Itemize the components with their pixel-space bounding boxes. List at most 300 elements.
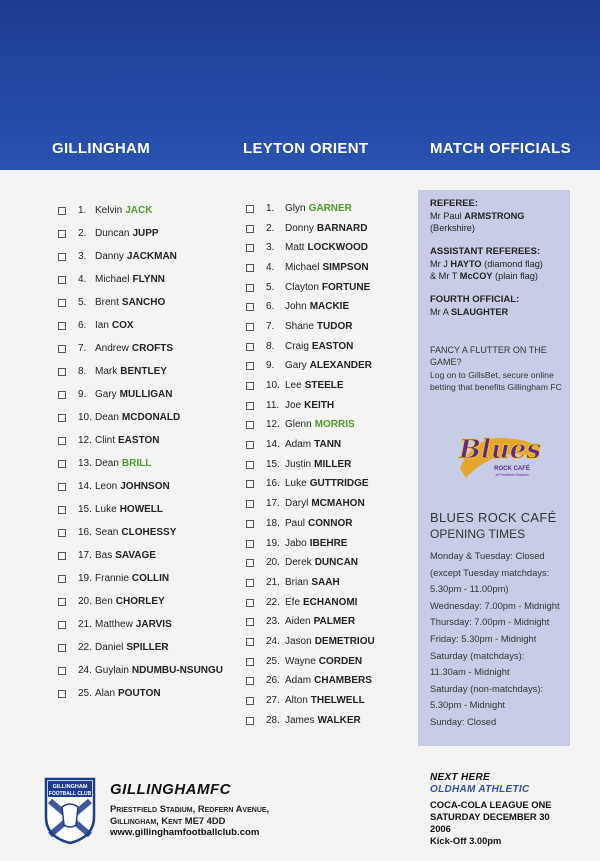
leyton-player-row <box>246 199 375 219</box>
player-first-name: Wayne <box>285 655 316 667</box>
player-first-name: John <box>285 301 307 313</box>
player-checkbox[interactable] <box>58 345 66 353</box>
player-last-name: PALMER <box>313 616 356 628</box>
player-last-name: TUDOR <box>316 320 353 332</box>
leyton-player-row <box>246 514 375 534</box>
player-first-name: Danny <box>95 250 124 262</box>
assistant-1-suffix: (diamond flag) <box>484 259 543 269</box>
gillingham-player-row <box>58 475 223 498</box>
gillingham-player-row <box>58 544 223 567</box>
opening-time-line: Wednesday: 7.00pm - Midnight <box>430 599 560 611</box>
leyton-player-row <box>246 278 375 298</box>
player-checkbox[interactable] <box>246 421 254 429</box>
player-last-name: IBEHRE <box>309 537 348 549</box>
player-last-name: COX <box>111 319 134 331</box>
player-number: 17. <box>78 549 92 561</box>
player-first-name: Alton <box>285 695 308 707</box>
leyton-player-row <box>246 317 375 337</box>
player-checkbox[interactable] <box>246 658 254 666</box>
player-checkbox[interactable] <box>58 483 66 491</box>
player-number: 6. <box>78 319 87 331</box>
player-first-name: Glenn <box>285 419 312 431</box>
player-last-name: THELWELL <box>310 695 365 707</box>
player-last-name: MILLER <box>314 458 352 470</box>
player-checkbox[interactable] <box>58 506 66 514</box>
player-last-name: SPILLER <box>126 642 169 654</box>
opening-time-line: 5.30pm - 11.00pm) <box>430 583 509 595</box>
assistant-referee-2 <box>430 270 568 282</box>
player-checkbox[interactable] <box>246 480 254 488</box>
player-first-name: Michael <box>285 261 320 273</box>
player-number: 17. <box>266 498 280 510</box>
player-last-name: DUNCAN <box>314 557 359 569</box>
player-checkbox[interactable] <box>58 575 66 583</box>
player-last-name: JOHNSON <box>120 480 170 492</box>
player-checkbox[interactable] <box>58 529 66 537</box>
gillsbet-promo <box>430 345 566 393</box>
player-last-name: NDUMBU-NSUNGU <box>131 665 224 677</box>
player-checkbox[interactable] <box>246 717 254 725</box>
gillingham-heading: GILLINGHAM <box>52 140 150 157</box>
next-here-heading: NEXT HERE <box>430 772 490 783</box>
player-first-name: Joe <box>285 399 302 411</box>
opening-time-line: Friday: 5.30pm - Midnight <box>430 632 537 644</box>
player-number: 9. <box>78 388 87 400</box>
player-first-name: Matthew <box>95 619 133 631</box>
player-last-name: CONNOR <box>308 517 353 529</box>
gillingham-player-row <box>58 406 223 429</box>
player-checkbox[interactable] <box>58 253 66 261</box>
player-number: 22. <box>266 596 280 608</box>
player-checkbox[interactable] <box>246 697 254 705</box>
player-number: 14. <box>78 480 92 492</box>
player-number: 2. <box>266 222 275 234</box>
player-last-name: MULLIGAN <box>119 388 173 400</box>
leyton-player-row <box>246 357 375 377</box>
assistant-referee-1 <box>430 258 568 270</box>
club-crest-icon <box>44 777 96 845</box>
player-last-name: BENTLEY <box>120 365 167 377</box>
player-last-name: WALKER <box>317 714 361 726</box>
player-checkbox[interactable] <box>246 382 254 390</box>
fourth-official-name: SLAUGHTER <box>450 307 509 317</box>
opening-time-line: Monday & Tuesday: Closed <box>430 550 545 561</box>
player-number: 14. <box>266 439 280 451</box>
player-checkbox[interactable] <box>58 437 66 445</box>
opening-time-line: (except Tuesday matchdays: <box>430 566 550 578</box>
player-checkbox[interactable] <box>58 460 66 468</box>
match-officials-heading: MATCH OFFICIALS <box>430 140 571 157</box>
player-first-name: Shane <box>285 320 314 332</box>
opening-times-panel <box>430 509 568 731</box>
player-first-name: Glyn <box>285 202 306 214</box>
player-number: 12. <box>78 434 92 446</box>
player-last-name: BARNARD <box>316 222 368 234</box>
player-first-name: Michael <box>95 273 130 285</box>
player-first-name: Paul <box>285 517 306 529</box>
player-first-name: Matt <box>285 242 305 254</box>
fourth-official-prefix: Mr A <box>430 307 449 317</box>
gillingham-player-row <box>58 683 223 706</box>
player-checkbox[interactable] <box>246 205 254 213</box>
assistant-1-prefix: Mr J <box>430 259 448 269</box>
player-checkbox[interactable] <box>246 362 254 370</box>
opening-time-line: Thursday: 7.00pm - Midnight <box>430 616 550 628</box>
player-first-name: Gary <box>95 388 117 400</box>
club-website-link[interactable]: www.gillinghamfootballclub.com <box>110 827 260 838</box>
player-checkbox[interactable] <box>246 559 254 567</box>
gillingham-player-row <box>58 314 223 337</box>
leyton-player-row <box>246 534 375 554</box>
gillingham-player-row <box>58 452 223 475</box>
player-first-name: Craig <box>285 340 309 352</box>
player-first-name: Jason <box>285 635 312 647</box>
crest-line-2: FOOTBALL CLUB <box>48 791 92 797</box>
leyton-player-row <box>246 337 375 357</box>
player-checkbox[interactable] <box>58 230 66 238</box>
player-last-name: FLYNN <box>132 273 165 285</box>
opening-time-line: Saturday (matchdays): <box>430 649 525 661</box>
player-last-name: HOWELL <box>119 503 164 515</box>
player-checkbox[interactable] <box>246 323 254 331</box>
player-first-name: Leon <box>95 480 118 492</box>
player-number: 15. <box>78 503 92 515</box>
player-checkbox[interactable] <box>246 599 254 607</box>
player-number: 12. <box>266 419 280 431</box>
assistant-2-prefix: & Mr T <box>430 271 458 281</box>
player-first-name: Brian <box>285 576 309 588</box>
leyton-player-row <box>246 553 375 573</box>
gillingham-player-row <box>58 199 223 222</box>
player-last-name: CHORLEY <box>115 596 165 608</box>
referee-line <box>430 210 568 234</box>
player-number: 7. <box>78 342 87 354</box>
leyton-player-row <box>246 376 375 396</box>
gillingham-player-row <box>58 337 223 360</box>
club-footer <box>44 777 404 847</box>
leyton-player-row <box>246 396 375 416</box>
next-kickoff: Kick-Off 3.00pm <box>430 835 502 846</box>
player-number: 1. <box>266 202 275 214</box>
leyton-player-row <box>246 672 375 692</box>
player-number: 19. <box>266 537 280 549</box>
assistant-referees-label: ASSISTANT REFEREES: <box>430 246 541 257</box>
player-checkbox[interactable] <box>58 598 66 606</box>
opening-time-line: 5.30pm - Midnight <box>430 699 506 711</box>
player-checkbox[interactable] <box>246 579 254 587</box>
player-checkbox[interactable] <box>246 264 254 272</box>
gillingham-player-row <box>58 268 223 291</box>
leyton-player-row <box>246 494 375 514</box>
gillingham-player-row <box>58 660 223 683</box>
player-last-name: MCMAHON <box>311 498 365 510</box>
player-first-name: Luke <box>285 478 307 490</box>
player-number: 16. <box>78 526 92 538</box>
player-first-name: Clint <box>95 434 116 446</box>
fourth-official-line <box>430 306 568 318</box>
player-first-name: Luke <box>95 503 117 515</box>
gillingham-player-row <box>58 360 223 383</box>
leyton-player-row <box>246 612 375 632</box>
player-checkbox[interactable] <box>246 441 254 449</box>
player-first-name: Brent <box>95 296 119 308</box>
player-first-name: Adam <box>285 675 312 687</box>
player-first-name: Dean <box>95 411 119 423</box>
blues-rock-cafe-logo <box>454 428 546 488</box>
player-number: 20. <box>78 596 92 608</box>
opening-time-line: Sunday: Closed <box>430 715 497 727</box>
gillingham-player-row <box>58 429 223 452</box>
club-address-line-1: Priestfield Stadium, Redfern Avenue, <box>110 803 270 814</box>
player-number: 4. <box>266 261 275 273</box>
leyton-player-row <box>246 297 375 317</box>
player-checkbox[interactable] <box>58 322 66 330</box>
leyton-player-row <box>246 455 375 475</box>
player-checkbox[interactable] <box>58 391 66 399</box>
opening-times-list <box>430 548 568 731</box>
player-number: 25. <box>78 688 92 700</box>
club-address-line-2: Gillingham, Kent ME7 4DD <box>110 815 226 826</box>
player-last-name: MCDONALD <box>121 411 181 423</box>
leyton-player-row <box>246 711 375 731</box>
referee-prefix: Mr Paul <box>430 211 462 221</box>
assistant-1-name: HAYTO <box>450 259 482 269</box>
gillingham-roster <box>58 199 223 706</box>
player-number: 26. <box>266 675 280 687</box>
player-checkbox[interactable] <box>246 520 254 528</box>
player-first-name: Daniel <box>95 642 124 654</box>
player-number: 24. <box>78 665 92 677</box>
player-number: 28. <box>266 714 280 726</box>
player-first-name: Andrew <box>95 342 129 354</box>
player-number: 1. <box>78 204 87 216</box>
player-number: 6. <box>266 301 275 313</box>
player-number: 8. <box>78 365 87 377</box>
player-last-name: MORRIS <box>314 419 355 431</box>
club-name: GILLINGHAMFC <box>110 781 231 798</box>
leyton-player-row <box>246 416 375 436</box>
next-competition: COCA-COLA LEAGUE ONE <box>430 799 552 810</box>
player-last-name: DEMETRIOU <box>314 635 375 647</box>
leyton-orient-heading: LEYTON ORIENT <box>243 140 369 157</box>
player-first-name: Kelvin <box>95 204 123 216</box>
next-date: SATURDAY DECEMBER 30 2006 <box>430 811 550 834</box>
player-last-name: CHAMBERS <box>314 675 372 687</box>
leyton-player-row <box>246 258 375 278</box>
logo-tiny: at Priestfield Stadium <box>495 473 529 477</box>
player-first-name: Donny <box>285 222 314 234</box>
player-last-name: GARNER <box>308 202 352 214</box>
gillingham-player-row <box>58 245 223 268</box>
player-first-name: Alan <box>95 688 116 700</box>
player-last-name: STEELE <box>304 380 344 392</box>
player-number: 24. <box>266 635 280 647</box>
leyton-player-row <box>246 475 375 495</box>
player-checkbox[interactable] <box>246 540 254 548</box>
leyton-player-row <box>246 219 375 239</box>
player-first-name: Justin <box>285 458 312 470</box>
player-number: 18. <box>266 517 280 529</box>
player-last-name: CORDEN <box>318 655 363 667</box>
player-last-name: SAVAGE <box>115 549 156 561</box>
player-number: 3. <box>266 242 275 254</box>
player-checkbox[interactable] <box>246 500 254 508</box>
player-last-name: BRILL <box>121 457 152 469</box>
player-number: 5. <box>78 296 87 308</box>
promo-heading: FANCY A FLUTTER ON THE GAME? <box>430 345 547 367</box>
player-first-name: Duncan <box>95 227 130 239</box>
player-checkbox[interactable] <box>58 368 66 376</box>
fourth-official-label: FOURTH OFFICIAL: <box>430 294 520 305</box>
player-last-name: MACKIE <box>309 301 350 313</box>
player-number: 4. <box>78 273 87 285</box>
player-last-name: POUTON <box>118 688 161 700</box>
next-match-panel <box>430 772 570 847</box>
player-checkbox[interactable] <box>246 638 254 646</box>
player-checkbox[interactable] <box>246 225 254 233</box>
player-number: 22. <box>78 642 92 654</box>
gillingham-player-row <box>58 222 223 245</box>
player-first-name: Dean <box>95 457 119 469</box>
player-number: 8. <box>266 340 275 352</box>
player-last-name: COLLIN <box>131 573 170 585</box>
player-number: 2. <box>78 227 87 239</box>
player-last-name: SIMPSON <box>322 261 369 273</box>
player-first-name: Bas <box>95 549 113 561</box>
player-checkbox[interactable] <box>246 618 254 626</box>
crest-line-1: GILLINGHAM <box>52 784 88 790</box>
player-checkbox[interactable] <box>58 621 66 629</box>
player-checkbox[interactable] <box>58 414 66 422</box>
gillingham-player-row <box>58 614 223 637</box>
player-number: 20. <box>266 557 280 569</box>
player-checkbox[interactable] <box>246 244 254 252</box>
player-checkbox[interactable] <box>246 402 254 410</box>
player-last-name: JARVIS <box>135 619 172 631</box>
assistant-2-suffix: (plain flag) <box>495 271 538 281</box>
player-number: 21. <box>78 619 92 631</box>
leyton-player-row <box>246 593 375 613</box>
gillingham-player-row <box>58 291 223 314</box>
player-last-name: EASTON <box>118 434 160 446</box>
player-checkbox[interactable] <box>58 667 66 675</box>
player-number: 9. <box>266 360 275 372</box>
leyton-player-row <box>246 691 375 711</box>
referee-suffix: (Berkshire) <box>430 223 475 233</box>
player-first-name: Adam <box>285 439 312 451</box>
player-last-name: ECHANOMI <box>303 596 358 608</box>
player-checkbox[interactable] <box>58 552 66 560</box>
player-number: 13. <box>78 457 92 469</box>
player-first-name: Mark <box>95 365 118 377</box>
player-checkbox[interactable] <box>246 677 254 685</box>
player-first-name: Clayton <box>285 281 319 293</box>
player-last-name: JACKMAN <box>126 250 177 262</box>
gillingham-player-row <box>58 521 223 544</box>
player-checkbox[interactable] <box>246 461 254 469</box>
gillingham-player-row <box>58 383 223 406</box>
player-checkbox[interactable] <box>58 276 66 284</box>
player-last-name: LOCKWOOD <box>307 242 368 254</box>
player-first-name: Ben <box>95 596 113 608</box>
player-last-name: GUTTRIDGE <box>309 478 369 490</box>
leyton-player-row <box>246 238 375 258</box>
player-number: 10. <box>266 380 280 392</box>
promo-line-1: Log on to GillsBet, secure online <box>430 370 554 380</box>
player-number: 15. <box>266 458 280 470</box>
player-first-name: Aiden <box>285 616 311 628</box>
player-last-name: JUPP <box>132 227 159 239</box>
cafe-subtitle: OPENING TIMES <box>430 527 526 541</box>
logo-sub: ROCK CAFÉ <box>494 466 530 472</box>
player-number: 3. <box>78 250 87 262</box>
leyton-player-row <box>246 652 375 672</box>
player-last-name: CROFTS <box>131 342 174 354</box>
logo-word: Blues <box>459 435 541 465</box>
leyton-player-row <box>246 632 375 652</box>
opening-time-line: Saturday (non-matchdays): <box>430 682 544 694</box>
player-checkbox[interactable] <box>58 644 66 652</box>
player-checkbox[interactable] <box>58 690 66 698</box>
player-checkbox[interactable] <box>58 299 66 307</box>
player-first-name: Guylain <box>95 665 129 677</box>
player-first-name: Sean <box>95 526 119 538</box>
player-checkbox[interactable] <box>246 343 254 351</box>
club-address <box>110 803 269 827</box>
player-checkbox[interactable] <box>246 284 254 292</box>
player-first-name: Derek <box>285 557 312 569</box>
referee-label: REFEREE: <box>430 198 479 209</box>
player-first-name: Daryl <box>285 498 309 510</box>
player-last-name: KEITH <box>304 399 335 411</box>
leyton-orient-roster <box>246 199 375 731</box>
player-checkbox[interactable] <box>58 207 66 215</box>
player-number: 16. <box>266 478 280 490</box>
player-number: 10. <box>78 411 92 423</box>
gillingham-player-row <box>58 568 223 591</box>
player-last-name: JACK <box>125 204 153 216</box>
leyton-player-row <box>246 573 375 593</box>
player-last-name: TANN <box>314 439 342 451</box>
player-checkbox[interactable] <box>246 303 254 311</box>
player-last-name: EASTON <box>311 340 354 352</box>
cafe-title: BLUES ROCK CAFÉ <box>430 510 557 525</box>
player-last-name: SAAH <box>311 576 340 588</box>
player-first-name: Frannie <box>95 573 129 585</box>
player-number: 25. <box>266 655 280 667</box>
opening-time-line: 11.30am - Midnight <box>430 666 510 678</box>
officials-panel <box>430 198 568 318</box>
next-opponent: OLDHAM ATHLETIC <box>430 784 530 795</box>
player-first-name: Jabo <box>285 537 307 549</box>
player-first-name: Lee <box>285 380 302 392</box>
gillingham-player-row <box>58 591 223 614</box>
player-number: 11. <box>266 399 280 411</box>
player-number: 5. <box>266 281 275 293</box>
player-last-name: ALEXANDER <box>309 360 372 372</box>
player-number: 7. <box>266 320 275 332</box>
leyton-player-row <box>246 435 375 455</box>
player-number: 23. <box>266 616 280 628</box>
player-first-name: James <box>285 714 315 726</box>
referee-name: ARMSTRONG <box>464 211 525 221</box>
player-last-name: FORTUNE <box>321 281 371 293</box>
promo-line-2: betting that benefits Gillingham FC <box>430 381 562 392</box>
assistant-2-name: McCOY <box>459 271 493 281</box>
player-first-name: Ian <box>95 319 109 331</box>
player-last-name: SANCHO <box>121 296 166 308</box>
gillingham-player-row <box>58 498 223 521</box>
